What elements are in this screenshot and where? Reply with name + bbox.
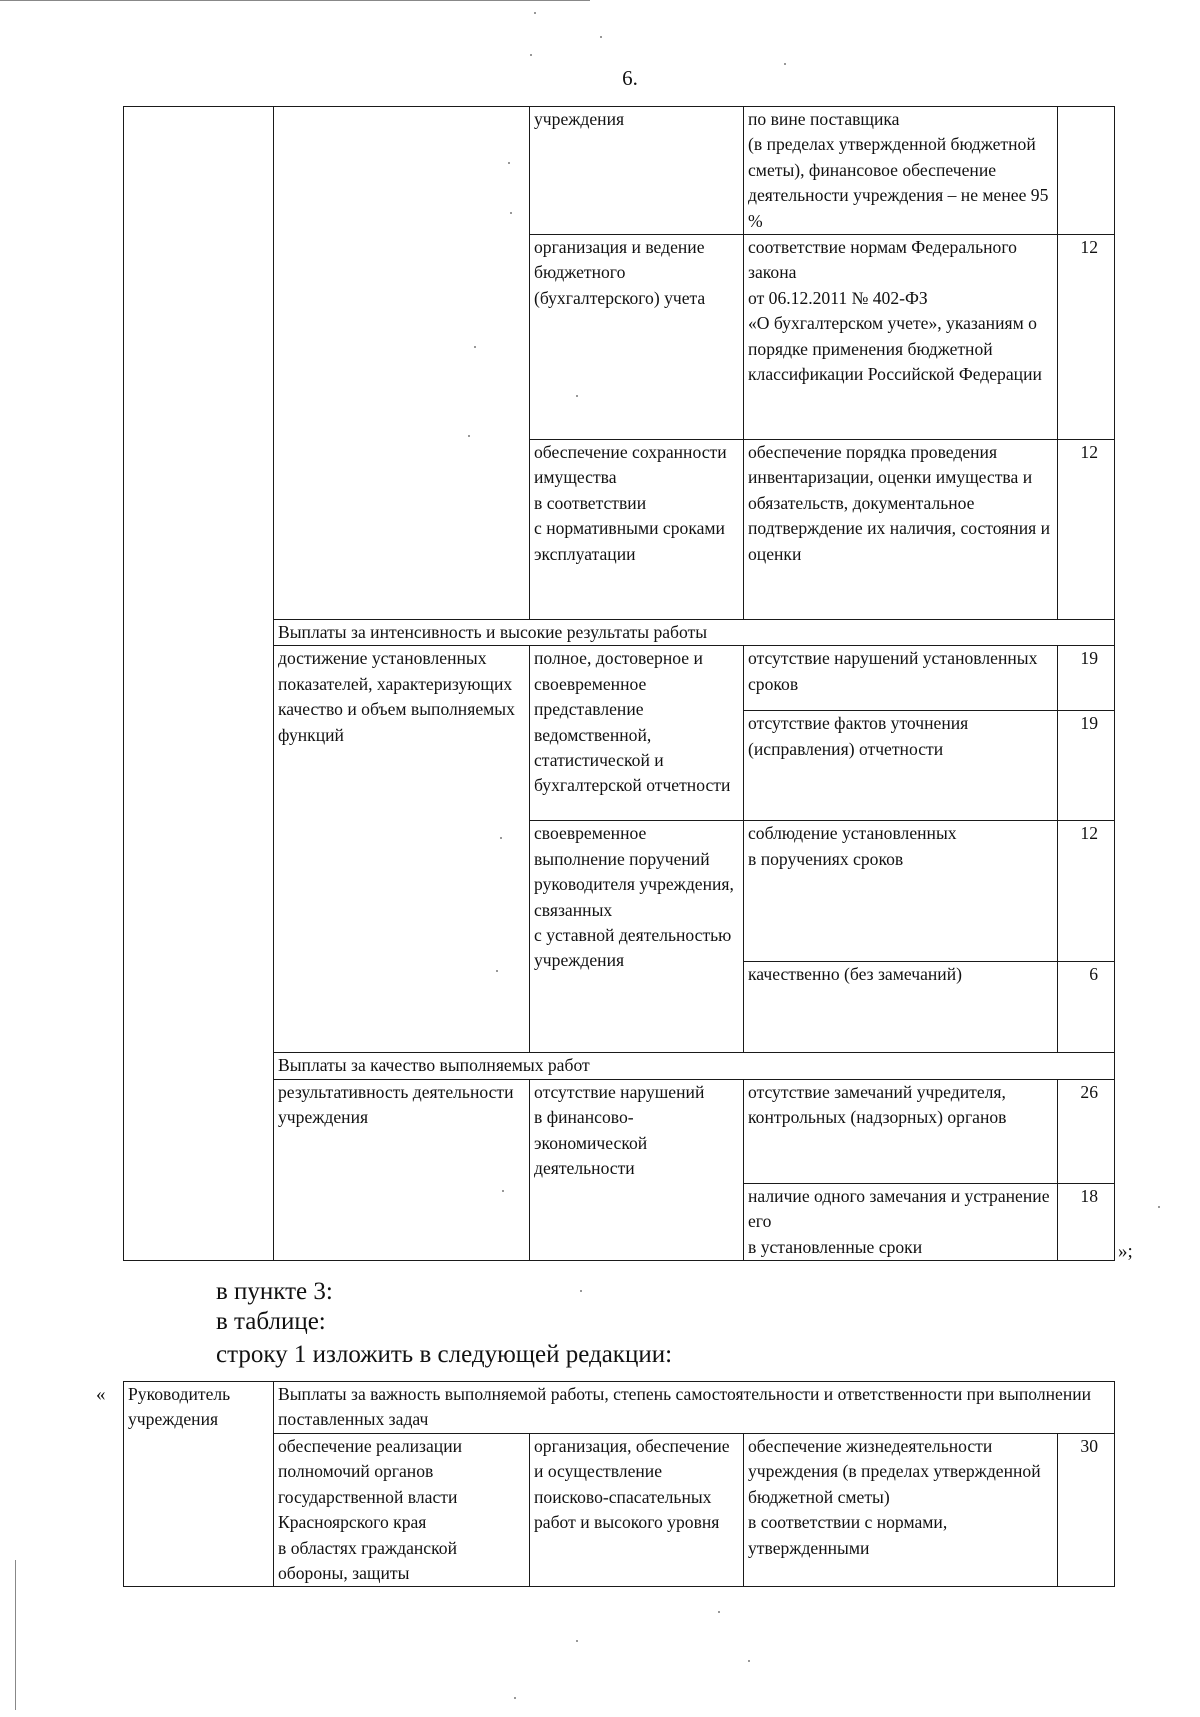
condition-cell: по вине поставщика (в пределах утвержденной бюджетной сметы), финансовое обеспечение деятельности учреждения – не менее 95 % [744,107,1058,235]
condition-cell: отсутствие нарушений установленных сроков [744,646,1058,711]
instruction-line-1: в пункте 3: [216,1278,333,1305]
scan-speck [474,346,476,348]
criterion-cell: отсутствие нарушений в финансово-экономической деятельности [530,1079,744,1260]
indicator-cell [274,107,530,620]
points-cell: 12 [1058,821,1115,962]
scan-speck [576,1640,578,1642]
points-cell [1058,107,1115,235]
points-cell: 26 [1058,1079,1115,1183]
condition-cell: наличие одного замечания и устранение его в установленные сроки [744,1183,1058,1260]
scan-speck [1158,1206,1160,1208]
points-cell: 19 [1058,646,1115,711]
scan-speck [784,63,786,65]
instruction-line-3: строку 1 изложить в следующей редакции: [216,1341,673,1368]
criterion-cell: своевременное выполнение поручений руководителя учреждения, связанных с уставной деятельностью учреждения [530,821,744,1053]
scan-speck [514,1697,516,1699]
indicator-cell: достижение установленных показателей, характеризующих качество и объем выполняемых функций [274,646,530,1053]
table-row [124,107,1115,235]
indicator-cell: результативность деятельности учреждения [274,1079,530,1260]
scan-edge-left [15,1560,16,1710]
scan-speck [748,1660,750,1662]
section-title-intensity: Выплаты за интенсивность и высокие результаты работы [274,620,1115,646]
points-cell: 6 [1058,962,1115,1053]
scan-speck [510,212,512,214]
points-cell: 19 [1058,711,1115,821]
scan-speck [534,12,536,14]
section-title-importance: Выплаты за важность выполняемой работы, степень самостоятельности и ответственности при выполнении поставленных задач [274,1382,1115,1434]
criterion-cell: организация и ведение бюджетного (бухгалтерского) учета [530,235,744,440]
position-cell [124,107,274,1261]
condition-cell: отсутствие замечаний учредителя, контрольных (надзорных) органов [744,1079,1058,1183]
condition-cell: обеспечение порядка проведения инвентаризации, оценки имущества и обязательств, документальное подтверждение их наличия, состояния и оценки [744,440,1058,620]
condition-cell: обеспечение жизнедеятельности учреждения (в пределах утвержденной бюджетной сметы) в соответствии с нормами, утвержденными [744,1434,1058,1587]
section-title-quality: Выплаты за качество выполняемых работ [274,1053,1115,1079]
scan-speck [600,36,602,38]
scan-speck [500,837,502,839]
closing-quote: »; [1118,1241,1133,1262]
criterion-cell: организация, обеспечение и осуществление поисково-спасательных работ и высокого уровня [530,1434,744,1587]
scan-speck [468,435,470,437]
scan-speck [718,1611,720,1613]
scan-speck [530,54,532,56]
points-cell: 12 [1058,235,1115,440]
scan-speck [580,1290,582,1292]
condition-cell: качественно (без замечаний) [744,962,1058,1053]
section-header-row [124,1382,1115,1434]
points-cell: 30 [1058,1434,1115,1587]
condition-cell: соответствие нормам Федерального закона от 06.12.2011 № 402-ФЗ «О бухгалтерском учете», указаниям о порядке применения бюджетной классификации Российской Федерации [744,235,1058,440]
opening-quote: « [96,1384,106,1405]
scan-speck [502,1190,504,1192]
position-cell: Руководитель учреждения [124,1382,274,1587]
scan-edge-top [0,0,590,1]
criterion-cell: полное, достоверное и своевременное представление ведомственной, статистической и бухгалтерской отчетности [530,646,744,821]
condition-cell: отсутствие фактов уточнения (исправления) отчетности [744,711,1058,821]
page-number: 6. [622,66,638,90]
scan-speck [496,970,498,972]
points-cell: 18 [1058,1183,1115,1260]
criterion-cell: учреждения [530,107,744,235]
condition-cell: соблюдение установленных в поручениях сроков [744,821,1058,962]
criterion-cell: обеспечение сохранности имущества в соответствии с нормативными сроками эксплуатации [530,440,744,620]
scan-speck [508,162,510,164]
points-cell: 12 [1058,440,1115,620]
indicator-cell: обеспечение реализации полномочий органов государственной власти Красноярского края в областях гражданской обороны, защиты [274,1434,530,1587]
instruction-line-2: в таблице: [216,1308,326,1335]
scan-speck [576,395,578,397]
criteria-table [123,106,1115,1261]
replacement-table [123,1381,1115,1587]
